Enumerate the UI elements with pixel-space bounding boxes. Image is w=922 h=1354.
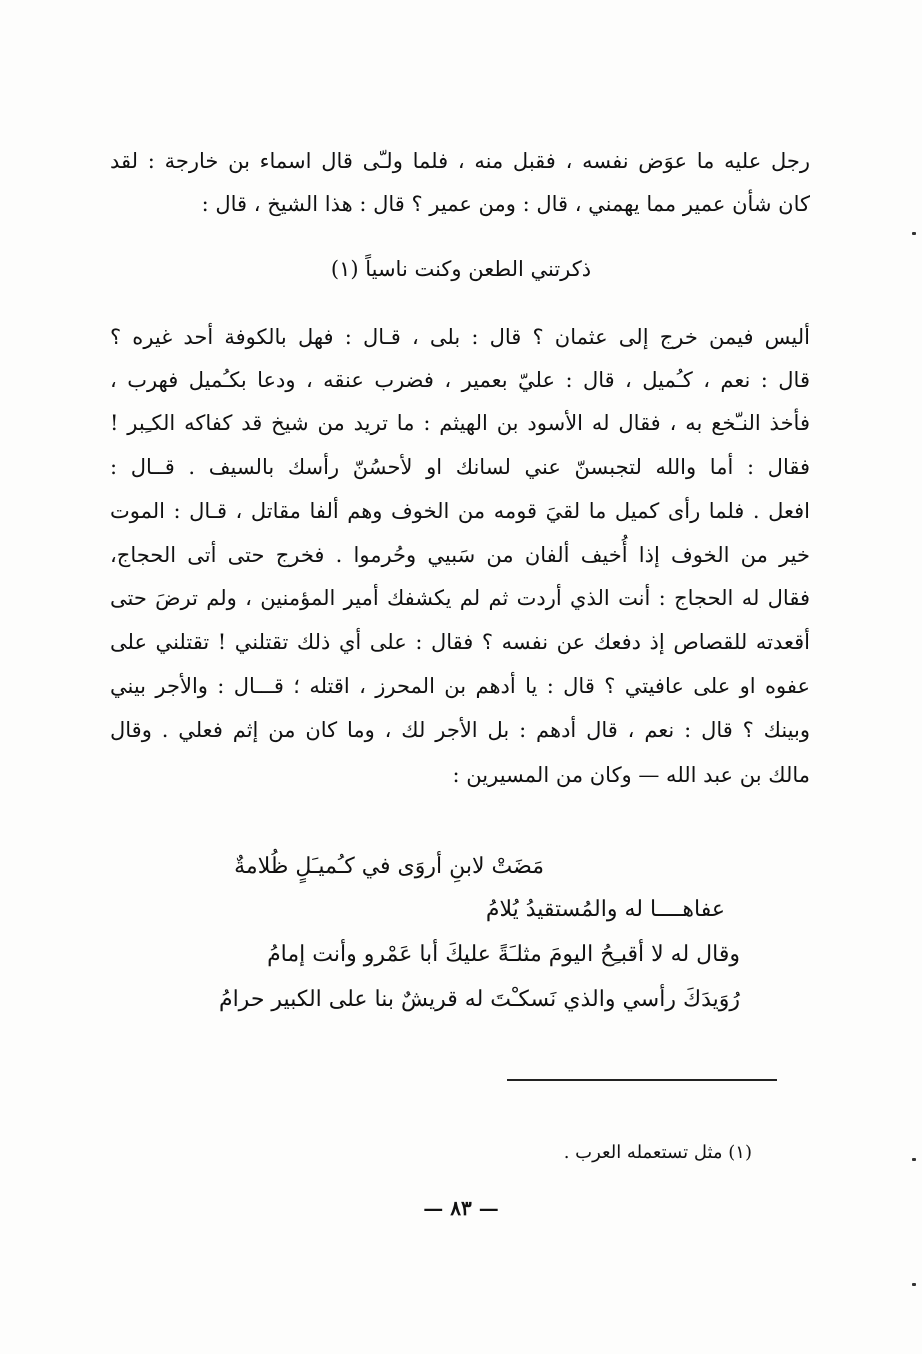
- scan-speck: [912, 232, 916, 235]
- verse-line: عفاهــــا له والمُستقيدُ يُلامُ: [485, 897, 725, 922]
- prose-line: أقعدته للقصاص إذ دفعك عن نفسه ؟ فقال : على أي ذلك تقتلني ! تقتلني على: [110, 630, 810, 654]
- footnote-rule: [507, 1079, 777, 1081]
- prose-line: عفوه او على عافيتي ؟ قال : يا أدهم بن المحرز ، اقتله ؛ قـــال : والأجر بيني: [110, 674, 810, 698]
- prose-line: رجل عليه ما عوَض نفسه ، فقبل منه ، فلما ولـّى قال اسماء بن خارجة : لقد: [110, 149, 810, 173]
- prose-line: أليس فيمن خرج إلى عثمان ؟ قال : بلى ، قـال : فهل بالكوفة أحد غيره ؟: [110, 325, 810, 349]
- prose-line: كان شأن عمير مما يهمني ، قال : ومن عمير ؟ قال : هذا الشيخ ، قال :: [201, 192, 810, 216]
- prose-line: خير من الخوف إذا أُخيف ألفان من سَبيي وحُرموا . فخرج حتى أتى الحجاج،: [110, 543, 810, 567]
- verse-line: وقال له لا أقبـِحُ اليومَ مثلـَةً عليكَ أبا عَمْرو وأنت إمامُ: [267, 942, 740, 967]
- quote-line: ذكرتني الطعن وكنت ناسياً (١): [330, 257, 592, 281]
- scan-speck: [912, 1283, 916, 1286]
- prose-line: فأخذ النـّخع به ، فقال له الأسود بن الهيثم : ما تريد من شيخ قد كفاكه الكـِبر !: [110, 411, 810, 435]
- scan-speck: [912, 1158, 916, 1161]
- prose-line: فقال له الحجاج : أنت الذي أردت ثم لم يكشفك أمير المؤمنين ، ولم ترضَ حتى: [110, 586, 810, 610]
- prose-line: قال : نعم ، كـُميل ، قال : عليّ بعمير ، فضرب عنقه ، ودعا بكـُميل فهرب ،: [110, 368, 810, 392]
- prose-line: فقال : أما والله لتجبسنّ عني لسانك او لأحسُنّ رأسك بالسيف . قــال :: [110, 455, 810, 479]
- page-number: — ٨٣ —: [423, 1196, 499, 1220]
- prose-line: وبينك ؟ قال : نعم ، قال أدهم : بل الأجر لك ، وما كان من إثم فعلي . وقال: [110, 718, 810, 742]
- verse-line: رُوَيدَكَ رأسي والذي نَسكـْتَ له قريشٌ بنا على الكبير حرامُ: [218, 987, 740, 1012]
- prose-line: افعل . فلما رأى كميل ما لقيَ قومه من الخوف وهم ألفا مقاتل ، قـال : الموت: [110, 499, 810, 523]
- footnote: (١) مثل تستعمله العرب .: [563, 1142, 752, 1163]
- verse-line: مَضَتْ لابنِ أروَى في كـُميـَلٍ ظُلامةٌ: [234, 854, 544, 879]
- prose-line: مالك بن عبد الله — وكان من المسيرين :: [452, 763, 810, 787]
